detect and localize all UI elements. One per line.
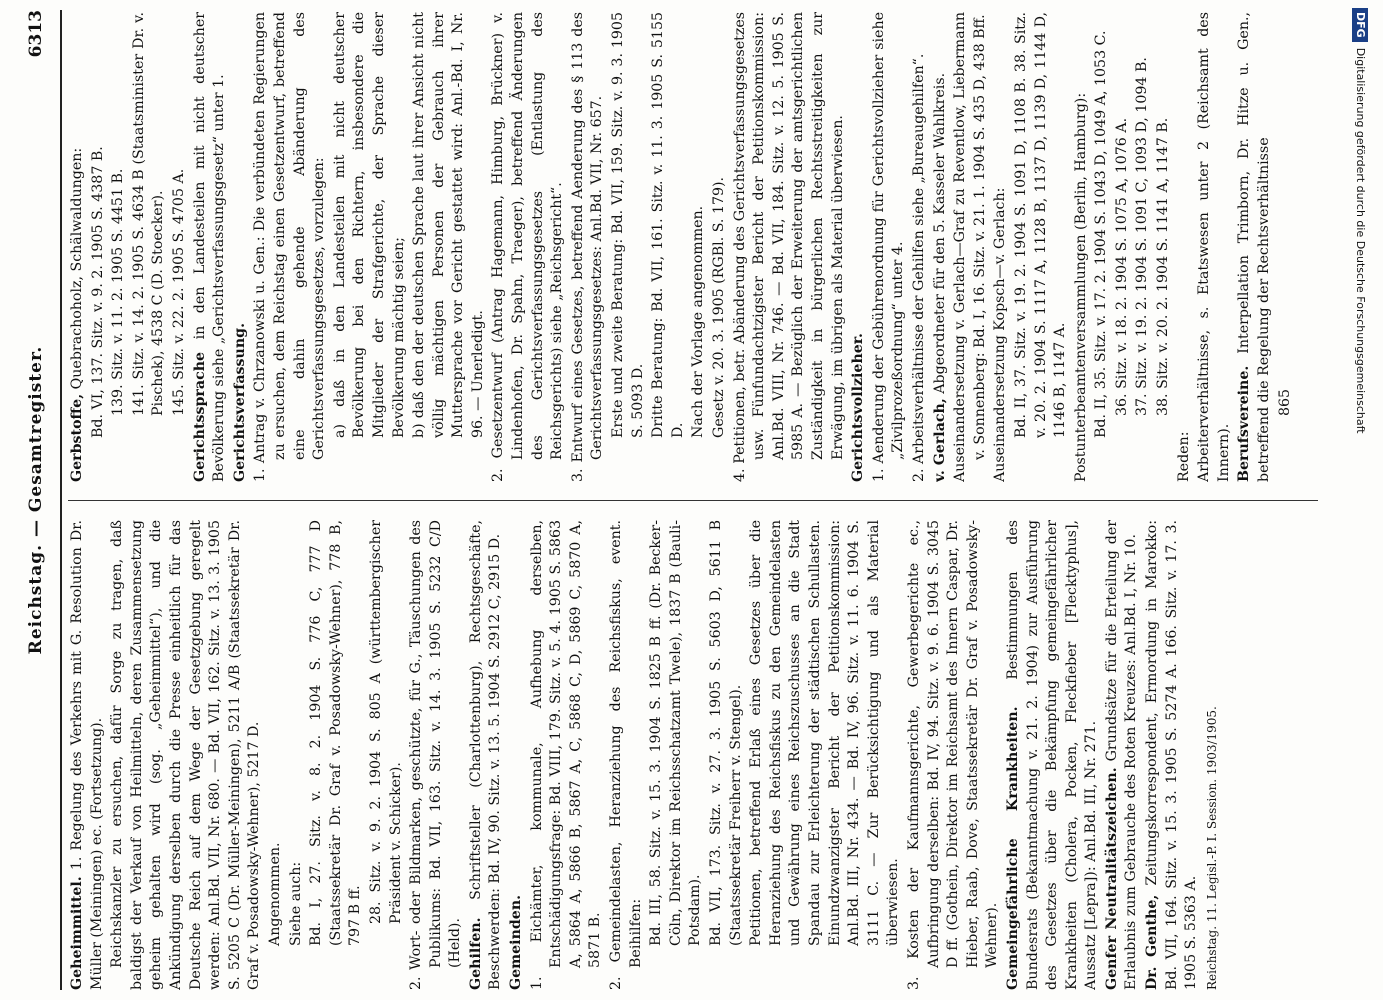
dfg-credit-text: Digitalisierung gefördert durch die Deutsche Forschungsgemeinschaft	[1354, 47, 1367, 434]
entry-text: Bestimmungen des Bundesrats (Bekanntmachung v. 21. 2. 1904) zur Ausführung des Gesetzes über die Bekämpfung gemeingefährlicher Krankheiten (Cholera, Pocken, Fleckfieber [Flecktyphus], Aussatz [Lepra]): Anl.Bd. III, Nr. 271.	[1004, 520, 1100, 990]
register-entry	[1276, 12, 1296, 482]
register-entry	[1175, 12, 1195, 482]
register-entry	[231, 12, 251, 482]
entry-text: Erste und zweite Beratung: Bd. VII, 159. Sitz. v. 9. 3. 1905 S. 5093 D.	[610, 12, 646, 438]
entry-text: Dritte Beratung: Bd. VII, 161. Sitz. v. 11. 3. 1905 S. 5155 D.	[650, 12, 686, 438]
register-entry	[507, 520, 527, 990]
page-number: 6313	[26, 10, 46, 58]
register-entry	[68, 520, 107, 990]
entry-text: Bd. VII, 173. Sitz. v. 27. 3. 1905 S. 5603 D, 5611 B (Staatssekretär Freiherr v. Stengel).	[708, 520, 744, 946]
entry-text: Reden:	[1175, 431, 1192, 482]
entry-text: Bd. II, 37. Sitz. v. 19. 2. 1904 S. 1091 D, 1108 B. 38. Sitz. v. 20. 2. 1904 S. 1117 A, 1128 B, 1137 D, 1139 D, 1144 D, 1146 B, 1147 A.	[1012, 12, 1069, 438]
entry-text: in den Landesteilen mit nicht deutscher Bevölkerung siehe „Gerichtsverfassungsgesetz“ unter 1.	[191, 12, 228, 482]
entry-text: 1. Regelung des Verkehrs mit G. Resolution Dr. Müller (Meiningen) ec. (Fortsetzung).	[69, 520, 105, 990]
register-entry	[170, 12, 190, 482]
entry-text: 2. Gesetzentwurf (Antrag Hagemann, Himburg, Brückner) v. Lindenhofen, Dr. Spahn, Traeger), betreffend Änderungen des Gerichtsverfassungsgesetzes (Entlastung des Reichsgerichts) siehe „Reichsgericht“.	[490, 12, 566, 482]
register-entry	[130, 12, 169, 482]
entry-text: Petitionen, betreffend Erlaß eines Gesetzes über die Heranziehung des Reichsfiskus zu den Gemeindelasten und Gewährung eines Reichszuschusses an die Stadt Spandau zur Erleichterung der städtischen Schullasten. Einundzwanzigster Bericht der Petitionskommission: Anl.Bd. III, Nr. 434. — Bd. IV, 96. Sitz. v. 11. 6. 1904 S. 3111 C. — Zur Berücksichtigung und als Material überwiesen.	[748, 520, 902, 946]
entry-text: Nach der Vorlage angenommen.	[690, 205, 707, 438]
register-entry	[649, 12, 688, 482]
register-entry	[191, 12, 230, 482]
register-entry	[1072, 12, 1092, 482]
entry-text: 1. Antrag v. Chrzanowski u. Gen.: Die verbündeten Regierungen zu ersuchen, dem Reichstag einen Gesetzentwurf, betreffend eine dahin gehende Abänderung des Gerichtsverfassungsgesetzes, vorzulegen:	[252, 12, 328, 482]
register-entry	[569, 12, 608, 482]
register-entry	[1092, 12, 1112, 482]
entry-text: Bd. III, 58. Sitz. v. 15. 3. 1904 S. 1825 B ff. (Dr. Becker-Cöln, Direktor im Reichsschatzamt Twele), 1837 B (Bauli-Potsdam).	[648, 520, 704, 946]
register-entry	[905, 520, 1003, 990]
register-entry	[251, 12, 329, 482]
entry-text: 36. Sitz. v. 18. 2. 1904 S. 1075 A, 1076 A.	[1113, 117, 1130, 416]
entry-text: 1. Aenderung der Gebührenordnung für Gerichtsvollzieher siehe „Zivilprozeßordnung“ unter 4.	[870, 12, 907, 482]
entry-keyword: Berufsvereine.	[1236, 365, 1253, 482]
column-divider	[68, 500, 1318, 501]
entry-text: 38. Sitz. v. 20. 2. 1904 S. 1141 A, 1147 B.	[1155, 117, 1172, 416]
register-entry	[609, 12, 648, 482]
entry-text: 28. Sitz. v. 9. 2. 1904 S. 805 A (württembergischer Präsident v. Schicker).	[367, 520, 404, 924]
register-entry	[747, 520, 904, 990]
dfg-side-stamp	[1348, 8, 1372, 993]
register-entry	[689, 12, 709, 482]
register-entry	[68, 12, 88, 482]
entry-keyword: Geheimmittel.	[69, 876, 85, 990]
register-entry	[951, 12, 990, 482]
entry-text: Auseinandersetzung Kopsch—v. Gerlach:	[992, 187, 1009, 482]
entry-keyword: Dr. Genthe,	[1144, 894, 1161, 990]
entry-text: Bd. I, 27. Sitz. v. 8. 2. 1904 S. 776 C, 777 D (Staatssekretär Dr. Graf v. Posadowsky-Wehner), 778 B, 797 B ff.	[308, 520, 364, 946]
entry-keyword: Genfer Neutralitätszeichen.	[1103, 767, 1120, 990]
register-entry	[1103, 520, 1142, 990]
entry-text: 865	[1276, 388, 1293, 416]
register-entry	[89, 12, 109, 482]
left-column	[68, 520, 1338, 990]
entry-keyword: Gerichtssprache	[191, 351, 208, 482]
entry-keyword: v. Gerlach,	[931, 398, 948, 482]
register-entry	[731, 12, 849, 482]
entry-keyword: Gerbstoffe,	[69, 393, 85, 482]
register-entry	[1203, 520, 1223, 990]
register-entry	[1235, 12, 1274, 482]
entry-keyword: Gerichtsvollzieher.	[850, 333, 867, 482]
right-column	[68, 12, 1338, 482]
register-entry	[1143, 520, 1202, 990]
entry-keyword: Gemeingefährliche Krankheiten.	[1004, 706, 1021, 990]
entry-text: Auseinandersetzung v. Gerlach—Graf zu Reventlow, Liebermann v. Sonnenberg: Bd. I, 16. Sitz. v. 21. 1. 1904 S. 435 D, 438 Bff.	[952, 12, 988, 482]
running-title: Reichstag. — Gesamtregister.	[26, 345, 46, 655]
entry-text: Postunterbeamtenversammlungen (Berlin, Hamburg):	[1072, 92, 1089, 482]
entry-text: Zeitungskorrespondent, Ermordung in Marokko: Bd. VII, 164. Sitz. v. 15. 3. 1905 S. 5274 A. 166. Sitz. v. 17. 3. 1905 S. 5363 A.	[1144, 520, 1200, 990]
entry-text: 37. Sitz. v. 19. 2. 1904 S. 1091 C, 1093 D, 1094 B.	[1134, 57, 1151, 416]
register-entry	[870, 12, 909, 482]
register-entry	[849, 12, 869, 482]
entry-text: Schriftsteller (Charlottenburg), Rechtsgeschäfte, Beschwerden: Bd. IV, 90. Sitz. v. 13. 5. 1904 S. 2912 C, 2915 D.	[467, 520, 504, 990]
register-entry	[707, 520, 746, 990]
register-entry	[528, 520, 606, 990]
register-entry	[931, 12, 951, 482]
register-entry	[489, 12, 567, 482]
register-entry	[108, 520, 265, 990]
register-entry	[331, 12, 409, 482]
entry-keyword: Gerichtsverfassung.	[231, 322, 248, 482]
register-entry	[1154, 12, 1174, 482]
entry-text: b) daß den der deutschen Sprache laut ihrer Ansicht nicht völlig mächtigen Personen der Gebrauch ihrer Muttersprache vor Gericht gestattet wird: Anl.-Bd. I, Nr. 96. — Unerledigt.	[411, 12, 486, 438]
entry-text: a) daß in den Landesteilen mit nicht deutscher Bevölkerung bei den Richtern, insbesondere die Mitglieder der Strafgerichte, der Sprache dieser Bevölkerung mächtig seien;	[331, 12, 407, 438]
register-entry	[266, 520, 286, 990]
entry-text: 4. Petitionen, betr. Abänderung des Gerichtsverfassungsgesetzes usw. Fünfundachtzigster Bericht der Petitionskommission: Anl.Bd. VIII, Nr. 746. — Bd. VII, 184. Sitz. v. 12. 5. 1905 S. 5985 A. — Bezüglich der Erweiterung der amtsgerichtlichen Zuständigkeit in bürgerlichen Rechtsstreitigkeiten zur Erwägung, im übrigen als Material überwiesen.	[731, 12, 846, 482]
entry-keyword: Gehilfen.	[467, 917, 484, 990]
register-entry	[109, 12, 129, 482]
entry-keyword: Gemeinden.	[508, 894, 525, 990]
register-entry	[1195, 12, 1234, 482]
register-entry	[647, 520, 706, 990]
entry-text: Quebrachoholz, Schälwaldungen:	[69, 147, 85, 394]
entry-text: Bd. VI, 137. Sitz. v. 9. 2. 1905 S. 4387 B.	[89, 146, 106, 438]
entry-text: 3. Kosten der Kaufmannsgerichte, Gewerbegerichte ec., Aufbringung derselben: Bd. IV, 94. Sitz. v. 9. 6. 1904 S. 3045 D ff. (Gothein, Direktor im Reichsamt des Innern Caspar, Dr. Hieber, Raab, Dove, Staatssekretär Dr. Graf v. Posadowsky-Wehner).	[905, 520, 1001, 990]
entry-text: 2. Arbeitsverhältnisse der Gehilfen siehe „Bureaugehilfen“.	[910, 53, 927, 482]
register-entry	[307, 520, 366, 990]
register-entry	[467, 520, 506, 990]
entry-text: Reichstag. 11. Legisl.-P. I. Session. 1903/1905.	[1204, 706, 1219, 990]
register-entry	[410, 12, 488, 482]
page-header	[20, 10, 62, 990]
entry-text: Gesetz v. 20. 3. 1905 (RGBl. S. 179).	[711, 176, 727, 438]
register-entry	[607, 520, 646, 990]
entry-text: Abgeordneter für den 5. Kasseler Wahlkreis.	[931, 72, 948, 399]
dfg-logo: DFG	[1352, 8, 1368, 42]
register-entry	[407, 520, 466, 990]
register-entry	[1133, 12, 1153, 482]
entry-text: 2. Wort- oder Bildmarken, geschützte, für G., Täuschungen des Publikums: Bd. VII, 163. Sitz. v. 14. 3. 1905 S. 5232 C/D (Held).	[408, 520, 464, 990]
rotated-document-page	[20, 0, 1350, 990]
register-entry	[1004, 520, 1102, 990]
register-entry	[991, 12, 1011, 482]
entry-text: Arbeiterverhältnisse, s. Etatswesen unter 2 (Reichsamt des Innern).	[1196, 12, 1232, 482]
register-entry	[287, 520, 307, 990]
register-entry	[367, 520, 406, 990]
entry-text: Interpellation Trimborn, Dr. Hitze u. Gen., betreffend die Regelung der Rechtsverhältnisse	[1236, 12, 1273, 482]
register-entry	[910, 12, 930, 482]
entry-text: Bd. II, 35. Sitz. v. 17. 2. 1904 S. 1043 D, 1049 A, 1053 C.	[1093, 30, 1110, 438]
register-entry	[1113, 12, 1133, 482]
register-entry	[1012, 12, 1071, 482]
entry-text: 141. Sitz. v. 14. 2. 1905 S. 4634 B (Staatsminister Dr. v. Pischek), 4538 C (D. Stoecker).	[130, 12, 167, 416]
entry-text: 139. Sitz. v. 11. 2. 1905 S. 4451 B.	[110, 168, 127, 416]
entry-text: Grundsätze für die Erteilung der Erlaubnis zum Gebrauche des Roten Kreuzes: Anl.Bd. I, Nr. 10.	[1103, 520, 1140, 990]
two-column-body	[68, 10, 1338, 990]
entry-text: 3. Entwurf eines Gesetzes, betreffend Aenderung des § 113 des Gerichtsverfassungsgesetzes: Anl.Bd. VII, Nr. 657.	[569, 12, 606, 482]
entry-text: 145. Sitz. v. 22. 2. 1905 S. 4705 A.	[170, 168, 187, 416]
entry-text: Angenommen.	[266, 842, 283, 946]
entry-text: 2. Gemeindelasten, Heranziehung des Reichsfiskus, event. Beihilfen:	[608, 520, 644, 990]
entry-text: Siehe auch:	[287, 861, 304, 946]
entry-text: 1. Eichämter, kommunale, Aufhebung derselben, Entschädigungsfrage: Bd. VIII, 179. Sitz. v. 5. 4. 1905 S. 5863 A, 5864 A, 5866 B, 5867 A, C, 5868 C, D, 5869 C, 5870 A, 5871 B.	[528, 520, 604, 990]
entry-text: Reichskanzler zu ersuchen, dafür Sorge zu tragen, daß baldigst der Verkauf von Heilmitteln, deren Zusammensetzung geheim gehalten wird (sog. „Geheimmittel“), und die Ankündigung derselben durch die Presse einheitlich für das Deutsche Reich auf dem Wege der Gesetzgebung geregelt werden: Anl.Bd. VII, Nr. 680. — Bd. VII, 162. Sitz. v. 13. 3. 1905 S. 5205 C (Dr. Müller-Meiningen), 5211 A/B (Staatssekretär Dr. Graf v. Posadowsky-Wehner), 5217 D.	[109, 520, 263, 990]
register-entry	[710, 12, 730, 482]
